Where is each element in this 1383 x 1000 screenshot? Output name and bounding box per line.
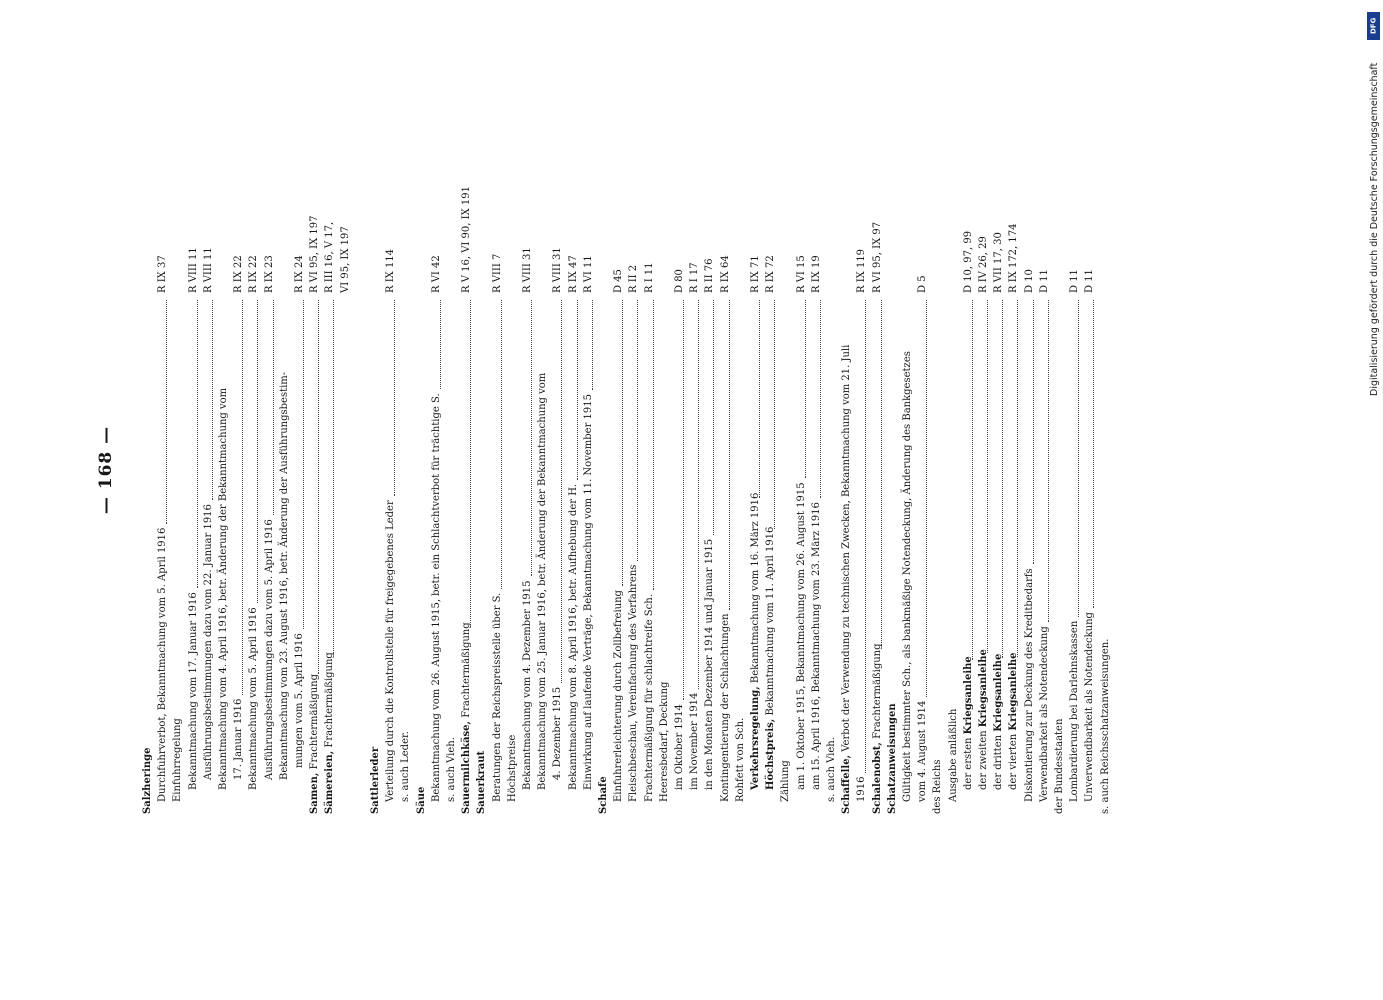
dot-leader bbox=[470, 300, 471, 627]
dot-leader bbox=[1048, 300, 1049, 622]
dot-leader bbox=[257, 300, 258, 603]
entry-text: Bekanntmachung vom 5. April 1916 bbox=[248, 607, 260, 790]
dot-leader bbox=[1017, 300, 1018, 657]
index-entry bbox=[642, 120, 658, 820]
entry-reference: R IX 71 bbox=[750, 255, 761, 293]
entry-reference: R IX 22 bbox=[248, 255, 260, 293]
index-entry bbox=[809, 120, 825, 820]
entry-reference: VI 95, IX 197 bbox=[339, 226, 351, 293]
entry-text: Verteilung durch die Kontrollstelle für freigegebenes Leder bbox=[385, 500, 397, 802]
index-entry bbox=[961, 120, 977, 820]
index-entry bbox=[186, 120, 202, 820]
index-entry bbox=[733, 120, 749, 820]
dot-leader bbox=[759, 300, 760, 498]
entry-text: Schafe bbox=[598, 776, 609, 814]
index-entry bbox=[338, 120, 354, 820]
index-entry bbox=[824, 120, 840, 820]
entry-text: Schalenobst, Frachtermäßigung bbox=[871, 643, 883, 814]
dot-leader bbox=[242, 300, 243, 695]
entry-text: Schatzanweisungen bbox=[886, 703, 898, 814]
index-entry bbox=[596, 120, 612, 820]
index-entry bbox=[398, 120, 414, 820]
entry-text: der ersten Kriegsanleihe bbox=[962, 656, 974, 790]
entry-text: der Bundesstaaten bbox=[1054, 718, 1065, 814]
entry-text: Bekanntmachung vom 23. August 1916, betr. Änderung der Ausführungsbestim- bbox=[278, 371, 290, 780]
index-entry bbox=[854, 120, 870, 820]
entry-reference: R VI 15 bbox=[795, 255, 807, 293]
entry-text: Sämereien, Frachtermäßigung bbox=[324, 652, 336, 814]
dot-leader bbox=[212, 300, 213, 500]
index-entry bbox=[611, 120, 627, 820]
entry-text: 4. Dezember 1915 bbox=[552, 686, 564, 780]
entry-text: Unverwendbarkeit als Notendeckung bbox=[1084, 612, 1096, 802]
entry-reference: R VIII 31 bbox=[552, 247, 564, 293]
entry-text: Ausgabe anläßlich bbox=[947, 708, 959, 802]
entry-reference: R VI 42 bbox=[430, 255, 442, 293]
entry-text: Höchstpreise bbox=[506, 734, 518, 802]
entry-text: des Reichs bbox=[932, 759, 944, 814]
entry-text: Rohfett von Sch. bbox=[734, 717, 746, 802]
index-entry bbox=[976, 120, 992, 820]
entry-reference: D 10 bbox=[1023, 269, 1035, 293]
index-entry bbox=[292, 120, 308, 820]
dot-leader bbox=[683, 300, 684, 700]
entry-reference: R IV 26, 29 bbox=[978, 236, 989, 293]
entry-reference: R VII 17, 30 bbox=[993, 232, 1005, 293]
dot-leader bbox=[531, 300, 532, 576]
dot-leader bbox=[394, 300, 395, 496]
entry-text: Bekanntmachung vom 8. April 1916, betr. Aufhebung der H. bbox=[567, 483, 579, 790]
entry-reference: R IX 23 bbox=[263, 255, 275, 293]
entry-text: Sauerkraut bbox=[476, 750, 488, 814]
entry-reference: R VIII 11 bbox=[202, 247, 214, 293]
index-entry bbox=[778, 120, 794, 820]
index-entry bbox=[946, 120, 962, 820]
index-entry bbox=[1052, 120, 1068, 820]
entry-text: Diskontierung zur Deckung des Kreditbedarfs bbox=[1023, 568, 1035, 802]
entry-reference: R II 76 bbox=[704, 258, 716, 293]
entry-reference: R IX 24 bbox=[294, 255, 305, 293]
dot-leader bbox=[1093, 300, 1094, 608]
entry-reference: R IX 37 bbox=[157, 255, 169, 293]
dot-leader bbox=[197, 300, 198, 588]
index-entry bbox=[839, 120, 855, 820]
entry-text: Einwirkung auf laufende Verträge, Bekanntmachung vom 11. November 1915 bbox=[582, 394, 594, 790]
digitization-credit: Digitalisierung gefördert durch die Deutsche Forschungsgemeinschaft bbox=[1369, 62, 1380, 396]
entry-text: s. auch Vieh. bbox=[446, 737, 457, 802]
dot-leader bbox=[713, 300, 714, 535]
entry-text: s. auch Reichsschatzanweisungen. bbox=[1099, 638, 1111, 814]
entry-text: mungen vom 5. April 1916 bbox=[294, 633, 305, 768]
index-entry bbox=[550, 120, 566, 820]
entry-text: Kontingentierung der Schlachtungen bbox=[719, 613, 731, 802]
entry-text: der zweiten Kriegsanleihe bbox=[978, 649, 989, 790]
entry-reference: R VI 95, IX 97 bbox=[871, 221, 883, 293]
index-entry bbox=[170, 120, 186, 820]
index-entry bbox=[246, 120, 262, 820]
dot-leader bbox=[865, 300, 866, 773]
entry-text: Einfuhrregelung bbox=[172, 718, 184, 802]
entry-text: Sauermilchkäse, Frachtermäßigung bbox=[461, 622, 473, 814]
index-entry bbox=[368, 120, 384, 820]
index-entry bbox=[155, 120, 171, 820]
dot-leader bbox=[318, 300, 319, 674]
index-entry bbox=[307, 120, 323, 820]
entry-reference: R VI 11 bbox=[582, 255, 594, 293]
index-entry bbox=[429, 120, 445, 820]
entry-reference: R IX 114 bbox=[385, 248, 397, 293]
entry-reference: D 11 bbox=[1069, 269, 1081, 293]
dot-leader bbox=[501, 300, 502, 589]
dot-leader bbox=[273, 300, 274, 515]
index-entry bbox=[687, 120, 703, 820]
entry-text: am 15. April 1916, Bekanntmachung vom 23. März 1916 bbox=[810, 502, 822, 790]
entry-reference: R VIII 7 bbox=[491, 253, 503, 293]
entry-reference: R IX 22 bbox=[233, 255, 245, 293]
entry-text: s. auch Vieh. bbox=[826, 737, 837, 802]
entry-text: Säue bbox=[415, 786, 427, 814]
index-entry bbox=[535, 120, 551, 820]
entry-text: Sattlerleder bbox=[370, 746, 381, 814]
entry-reference: D 5 bbox=[917, 275, 929, 293]
dot-leader bbox=[1002, 300, 1003, 658]
dot-leader bbox=[820, 300, 821, 498]
dot-leader bbox=[653, 300, 654, 590]
index-entry bbox=[140, 120, 156, 820]
entry-text: Schaffelle, Verbot der Verwendung zu technischen Zwecken, Bekanntmachung vom 21. Juli bbox=[841, 344, 853, 814]
dot-leader bbox=[1078, 300, 1079, 617]
index-entry bbox=[322, 120, 338, 820]
entry-reference: R VI 95, IX 197 bbox=[309, 215, 321, 293]
entry-text: s. auch Leder. bbox=[400, 731, 412, 802]
entry-text: Bekanntmachung vom 26. August 1915, betr. ein Schlachtverbot für trächtige S. bbox=[430, 393, 442, 802]
index-entry bbox=[748, 120, 764, 820]
entry-text: 1916 bbox=[856, 776, 868, 802]
index-entry bbox=[1067, 120, 1083, 820]
entry-text: in den Monaten Dezember 1914 und Januar 1915 bbox=[704, 538, 716, 790]
index-entry bbox=[505, 120, 521, 820]
index-entry bbox=[262, 120, 278, 820]
index-entry bbox=[566, 120, 582, 820]
index-entry bbox=[581, 120, 597, 820]
entry-text: Verwendbarkeit als Notendeckung bbox=[1038, 626, 1050, 802]
index-entry bbox=[1022, 120, 1038, 820]
dot-leader bbox=[881, 300, 882, 646]
index-entry bbox=[383, 120, 399, 820]
entry-text: Höchstpreis, Bekanntmachung vom 11. April 1916 bbox=[765, 526, 777, 790]
entry-reference: R III 16, V 17, bbox=[324, 221, 336, 293]
dot-leader bbox=[303, 300, 304, 629]
document-page bbox=[96, 120, 1250, 820]
index-entry bbox=[414, 120, 430, 820]
entry-text: Zählung bbox=[780, 760, 792, 802]
index-entry bbox=[201, 120, 217, 820]
entry-reference: R IX 119 bbox=[856, 248, 868, 293]
entry-text: am 1. Oktober 1915, Bekanntmachung vom 26. August 1915 bbox=[795, 482, 807, 790]
index-entry bbox=[231, 120, 247, 820]
entry-reference: R IX 64 bbox=[719, 255, 731, 293]
entry-text: Samen, Frachtermäßigung bbox=[309, 673, 321, 814]
entry-text: Bekanntmachung vom 4. April 1916, betr. Änderung der Bekanntmachung vom bbox=[218, 387, 229, 790]
entry-reference: R I 17 bbox=[689, 262, 701, 293]
index-entry bbox=[216, 120, 232, 820]
entry-text: Gültigkeit bestimmter Sch., als bankmäßige Notendeckung, Änderung des Bankgesetzes bbox=[902, 351, 913, 802]
entry-text: 17. Januar 1916 bbox=[233, 698, 245, 780]
index-entry bbox=[1006, 120, 1022, 820]
index-entry bbox=[490, 120, 506, 820]
dot-leader bbox=[926, 300, 927, 697]
entry-reference: R IX 172, 174 bbox=[1008, 223, 1020, 293]
dot-leader bbox=[577, 300, 578, 480]
index-entry bbox=[353, 120, 369, 820]
index-entry bbox=[1098, 120, 1114, 820]
index-entry bbox=[459, 120, 475, 820]
entry-reference: D 11 bbox=[1084, 269, 1096, 293]
index-entry bbox=[885, 120, 901, 820]
entry-text: Ausführungsbestimmungen dazu vom 5. April 1916 bbox=[263, 519, 275, 780]
dot-leader bbox=[987, 300, 988, 653]
entry-reference: D 10, 97, 99 bbox=[962, 230, 974, 293]
entry-text: Salzheringe bbox=[142, 747, 153, 814]
dot-leader bbox=[637, 300, 638, 561]
dot-leader bbox=[622, 300, 623, 586]
entry-reference: R II 2 bbox=[628, 264, 640, 293]
entry-text: Beratungen der Reichspreisstelle über S. bbox=[491, 592, 503, 802]
index-entry bbox=[657, 120, 673, 820]
entry-text: der vierten Kriegsanleihe bbox=[1008, 652, 1020, 790]
dot-leader bbox=[729, 300, 730, 610]
dot-leader bbox=[972, 300, 973, 660]
entry-reference: R VIII 11 bbox=[187, 247, 199, 293]
entry-reference: R VIII 31 bbox=[522, 247, 533, 293]
index-entry bbox=[672, 120, 688, 820]
entry-reference: R V 16, VI 90, IX 191 bbox=[461, 186, 473, 293]
dot-leader bbox=[698, 300, 699, 689]
dot-leader bbox=[1033, 300, 1034, 564]
entry-text: im Oktober 1914 bbox=[674, 704, 685, 790]
index-entry bbox=[718, 120, 734, 820]
index-entry bbox=[991, 120, 1007, 820]
entry-text: Einfuhrerleichterung durch Zollbefreiung bbox=[613, 590, 625, 802]
dfg-logo: DFG bbox=[1367, 12, 1380, 40]
page-number: — 168 — bbox=[96, 425, 116, 515]
index-entry bbox=[277, 120, 293, 820]
entry-text: Durchfuhrverbot, Bekanntmachung vom 5. April 1916 bbox=[157, 527, 169, 802]
entry-text: Bekanntmachung vom 4. Dezember 1915 bbox=[522, 580, 533, 790]
entry-text: Lombardierung bei Darlehnskassen bbox=[1069, 620, 1081, 802]
index-entry bbox=[1037, 120, 1053, 820]
index-entry bbox=[444, 120, 460, 820]
entry-reference: R IX 47 bbox=[567, 255, 579, 293]
index-entry bbox=[626, 120, 642, 820]
entry-text: im November 1914 bbox=[689, 692, 701, 790]
digitization-credit-bar bbox=[1366, 6, 1383, 996]
entry-text: der dritten Kriegsanleihe bbox=[993, 653, 1005, 790]
index-entry bbox=[1082, 120, 1098, 820]
entry-text: Frachtermäßigung für schlachtreife Sch. bbox=[643, 594, 655, 802]
entry-text: Heeresbedarf, Deckung bbox=[658, 681, 670, 802]
entry-text: Bekanntmachung vom 25. Januar 1916, betr. Änderung der Bekanntmachung vom bbox=[537, 372, 549, 790]
dot-leader bbox=[774, 300, 775, 529]
entry-text: Verkehrsregelung, Bekanntmachung vom 16. März 1916 bbox=[750, 492, 761, 790]
entry-text: Bekanntmachung vom 17. Januar 1916 bbox=[187, 592, 199, 790]
entry-reference: R IX 72 bbox=[765, 255, 777, 293]
entry-reference: R I 11 bbox=[643, 262, 655, 293]
index-entry bbox=[763, 120, 779, 820]
entry-reference: R IX 19 bbox=[810, 255, 822, 293]
entry-text: Ausführungsbestimmungen dazu vom 22. Januar 1916 bbox=[202, 504, 214, 780]
dot-leader bbox=[805, 300, 806, 478]
index-entry bbox=[870, 120, 886, 820]
index-entry bbox=[520, 120, 536, 820]
entry-text: Fleischbeschau, Vereinfachung des Verfahrens bbox=[628, 564, 640, 802]
entry-text: vom 4. August 1914 bbox=[917, 700, 929, 802]
dot-leader bbox=[333, 300, 334, 654]
entry-reference: D 80 bbox=[674, 269, 685, 293]
entry-reference: D 11 bbox=[1038, 269, 1050, 293]
dot-leader bbox=[561, 300, 562, 683]
dot-leader bbox=[592, 300, 593, 390]
index-entry bbox=[915, 120, 931, 820]
index-entry bbox=[930, 120, 946, 820]
index-entry bbox=[474, 120, 490, 820]
index-entry bbox=[702, 120, 718, 820]
entry-reference: D 45 bbox=[613, 269, 625, 293]
dot-leader bbox=[440, 300, 441, 389]
index-entry bbox=[794, 120, 810, 820]
index-entry bbox=[900, 120, 916, 820]
dot-leader bbox=[166, 300, 167, 524]
